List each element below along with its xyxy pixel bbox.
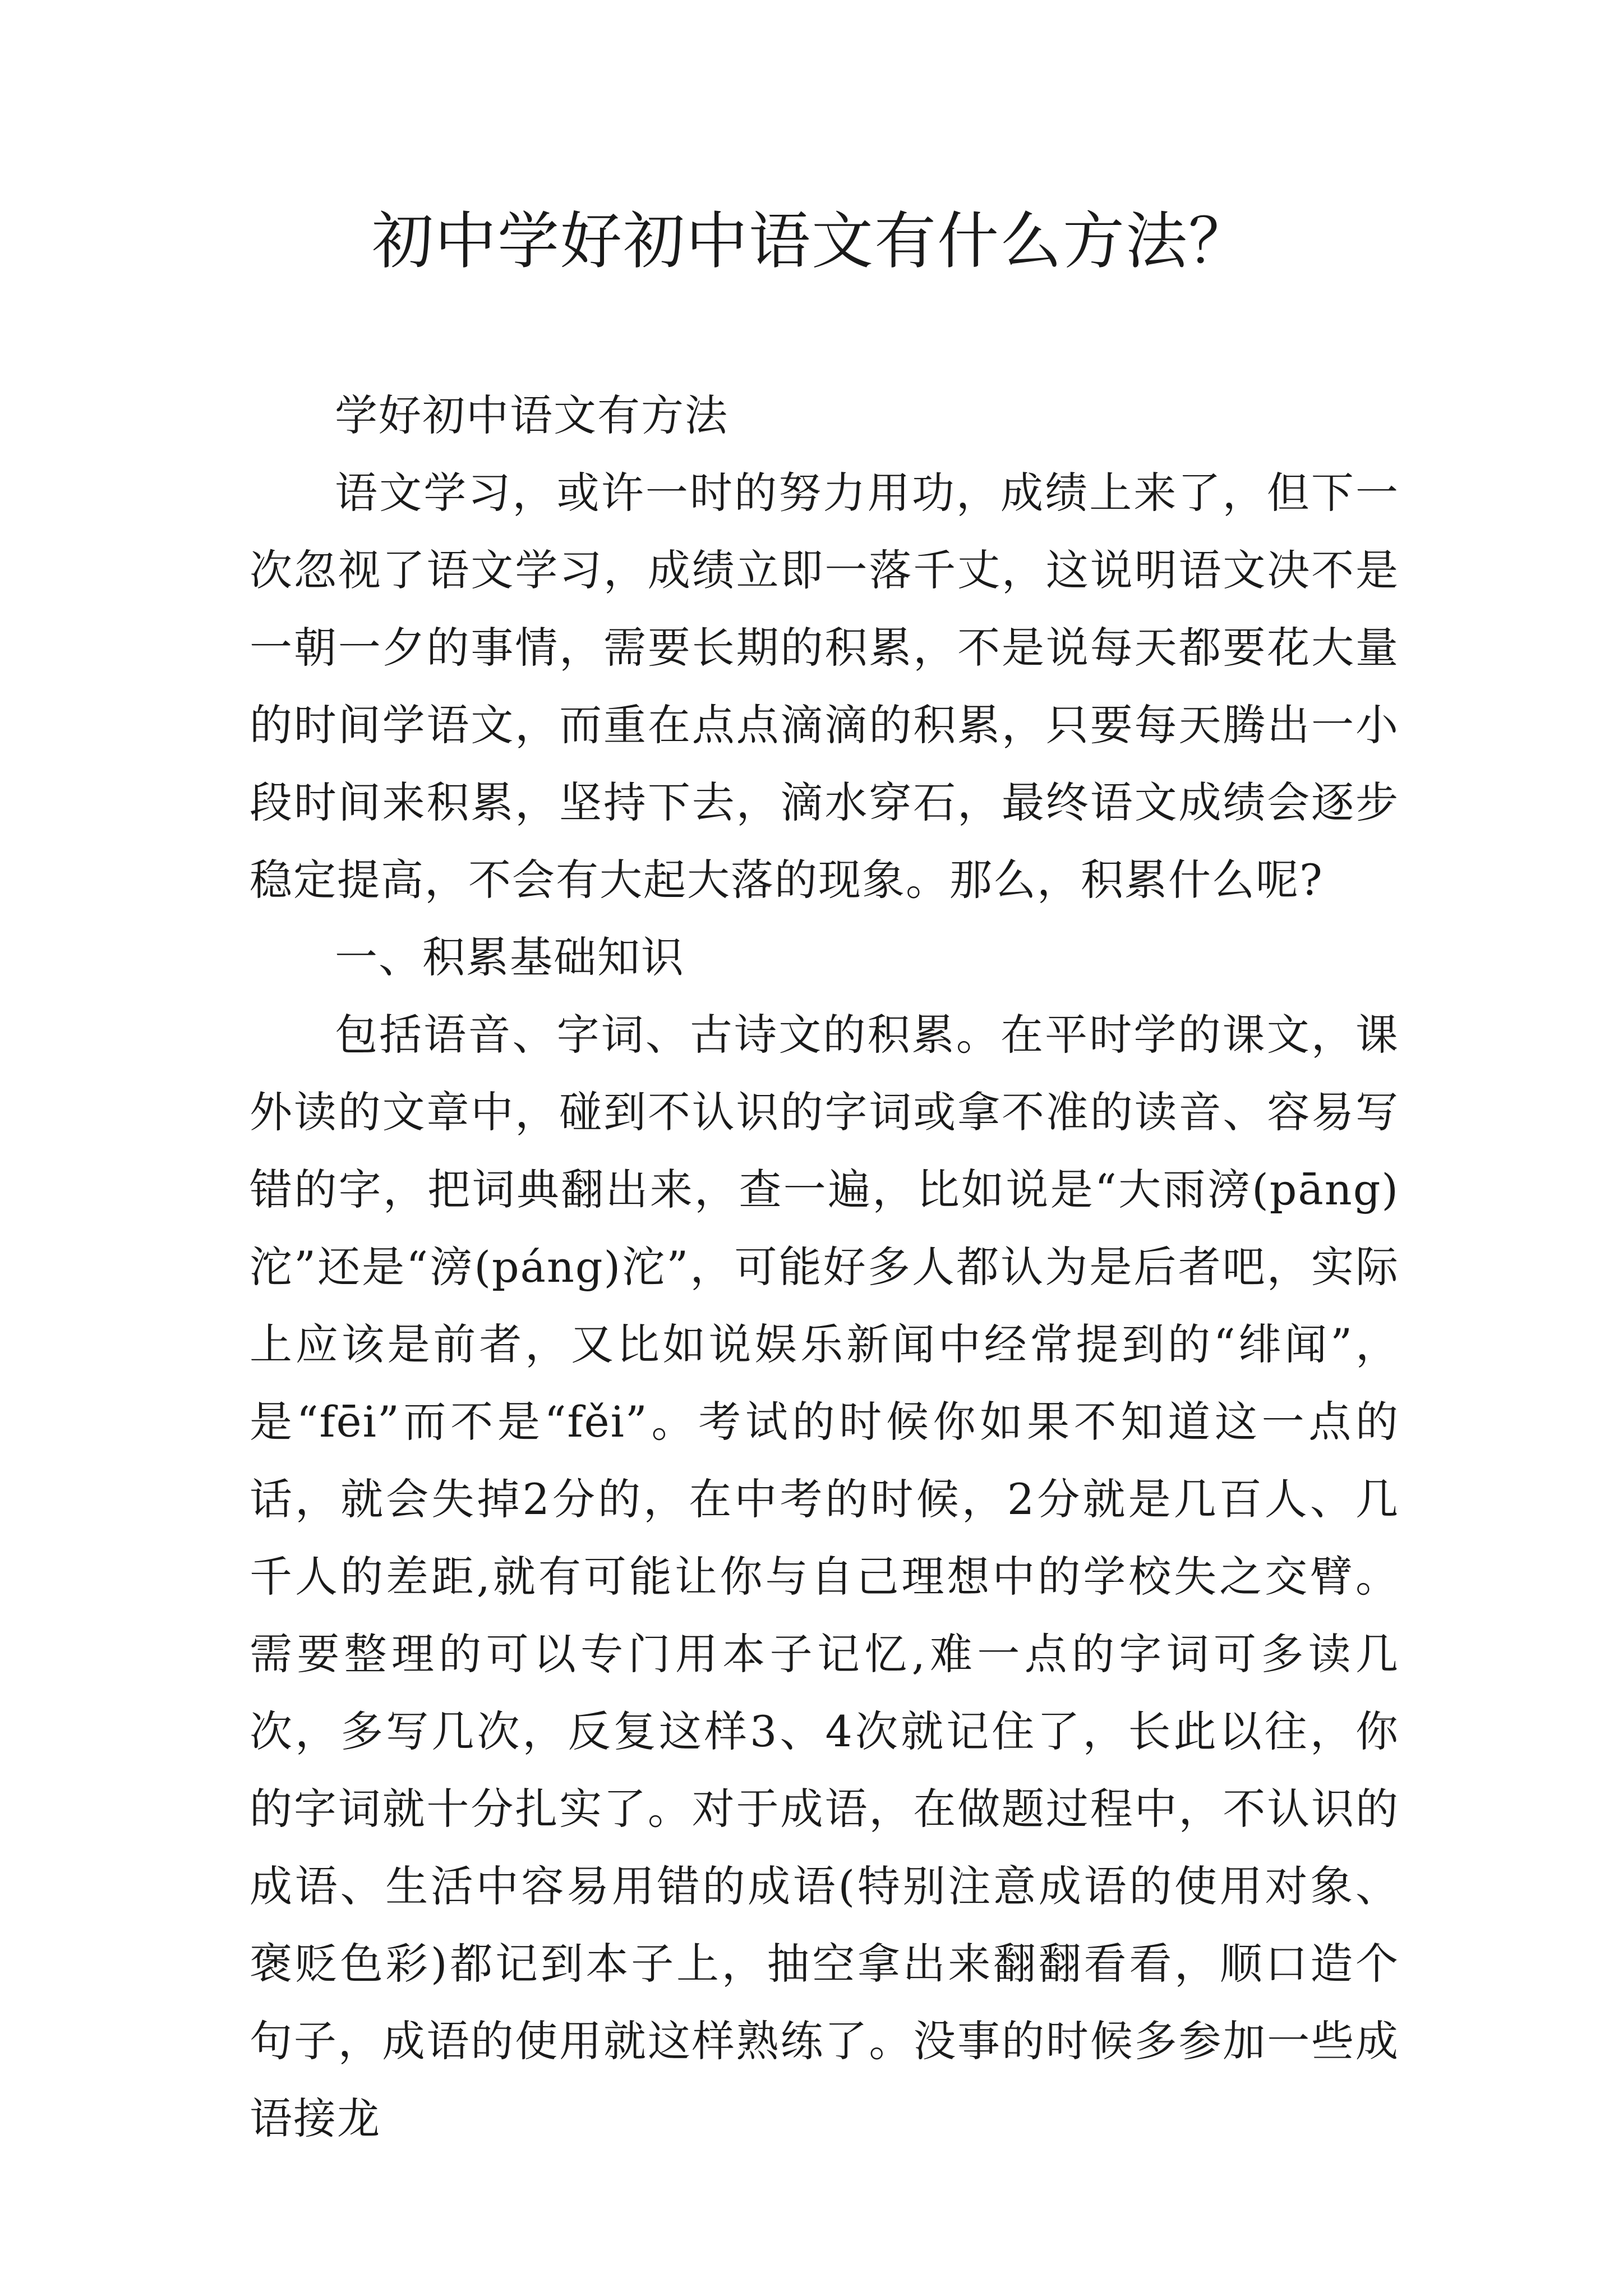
document-title: 初中学好初中语文有什么方法？ [372, 205, 1251, 277]
body-paragraph: 语文学习，或许一时的努力用功，成绩上来了，但下一次忽视了语文学习，成绩立即一落千丈，这说明语文决不是一朝一夕的事情，需要长期的积累，不是说每天都要花大量的时间学语文，而重在点点滴滴的积累，只要每天腾出一小段时间来积累，坚持下去，滴水穿石，最终语文成绩会逐步稳定提高，不会有大起大落的现象。那么，积累什么呢? [250, 468, 1399, 905]
body-paragraph: 包括语音、字词、古诗文的积累。在平时学的课文，课外读的文章中，碰到不认识的字词或拿不准的读音、容易写错的字，把词典翻出来，查一遍，比如说是“大雨滂(pāng)沱”还是“滂(páng)沱”，可能好多人都认为是后者吧，实际上应该是前者，又比如说娱乐新闻中经常提到的“绯闻”，是“fēi”而不是“fěi”。考试的时候你如果不知道这一点的话，就会失掉2分的，在中考的时候，2分就是几百人、几千人的差距,就有可能让你与自己理想中的学校失之交臂。需要整理的可以专门用本子记忆,难一点的字词可多读几次，多写几次，反复这样3、4次就记住了，长此以往，你的字词就十分扎实了。对于成语，在做题过程中，不认识的成语、生活中容易用错的成语(特别注意成语的使用对象、褒贬色彩)都记到本子上，抽空拿出来翻翻看看，顺口造个句子，成语的使用就这样熟练了。没事的时候多参加一些成语接龙 [250, 1010, 1399, 2143]
section-heading: 一、积累基础知识 [335, 932, 685, 982]
section-heading: 学好初中语文有方法 [335, 390, 728, 440]
document-body [250, 377, 1399, 2157]
